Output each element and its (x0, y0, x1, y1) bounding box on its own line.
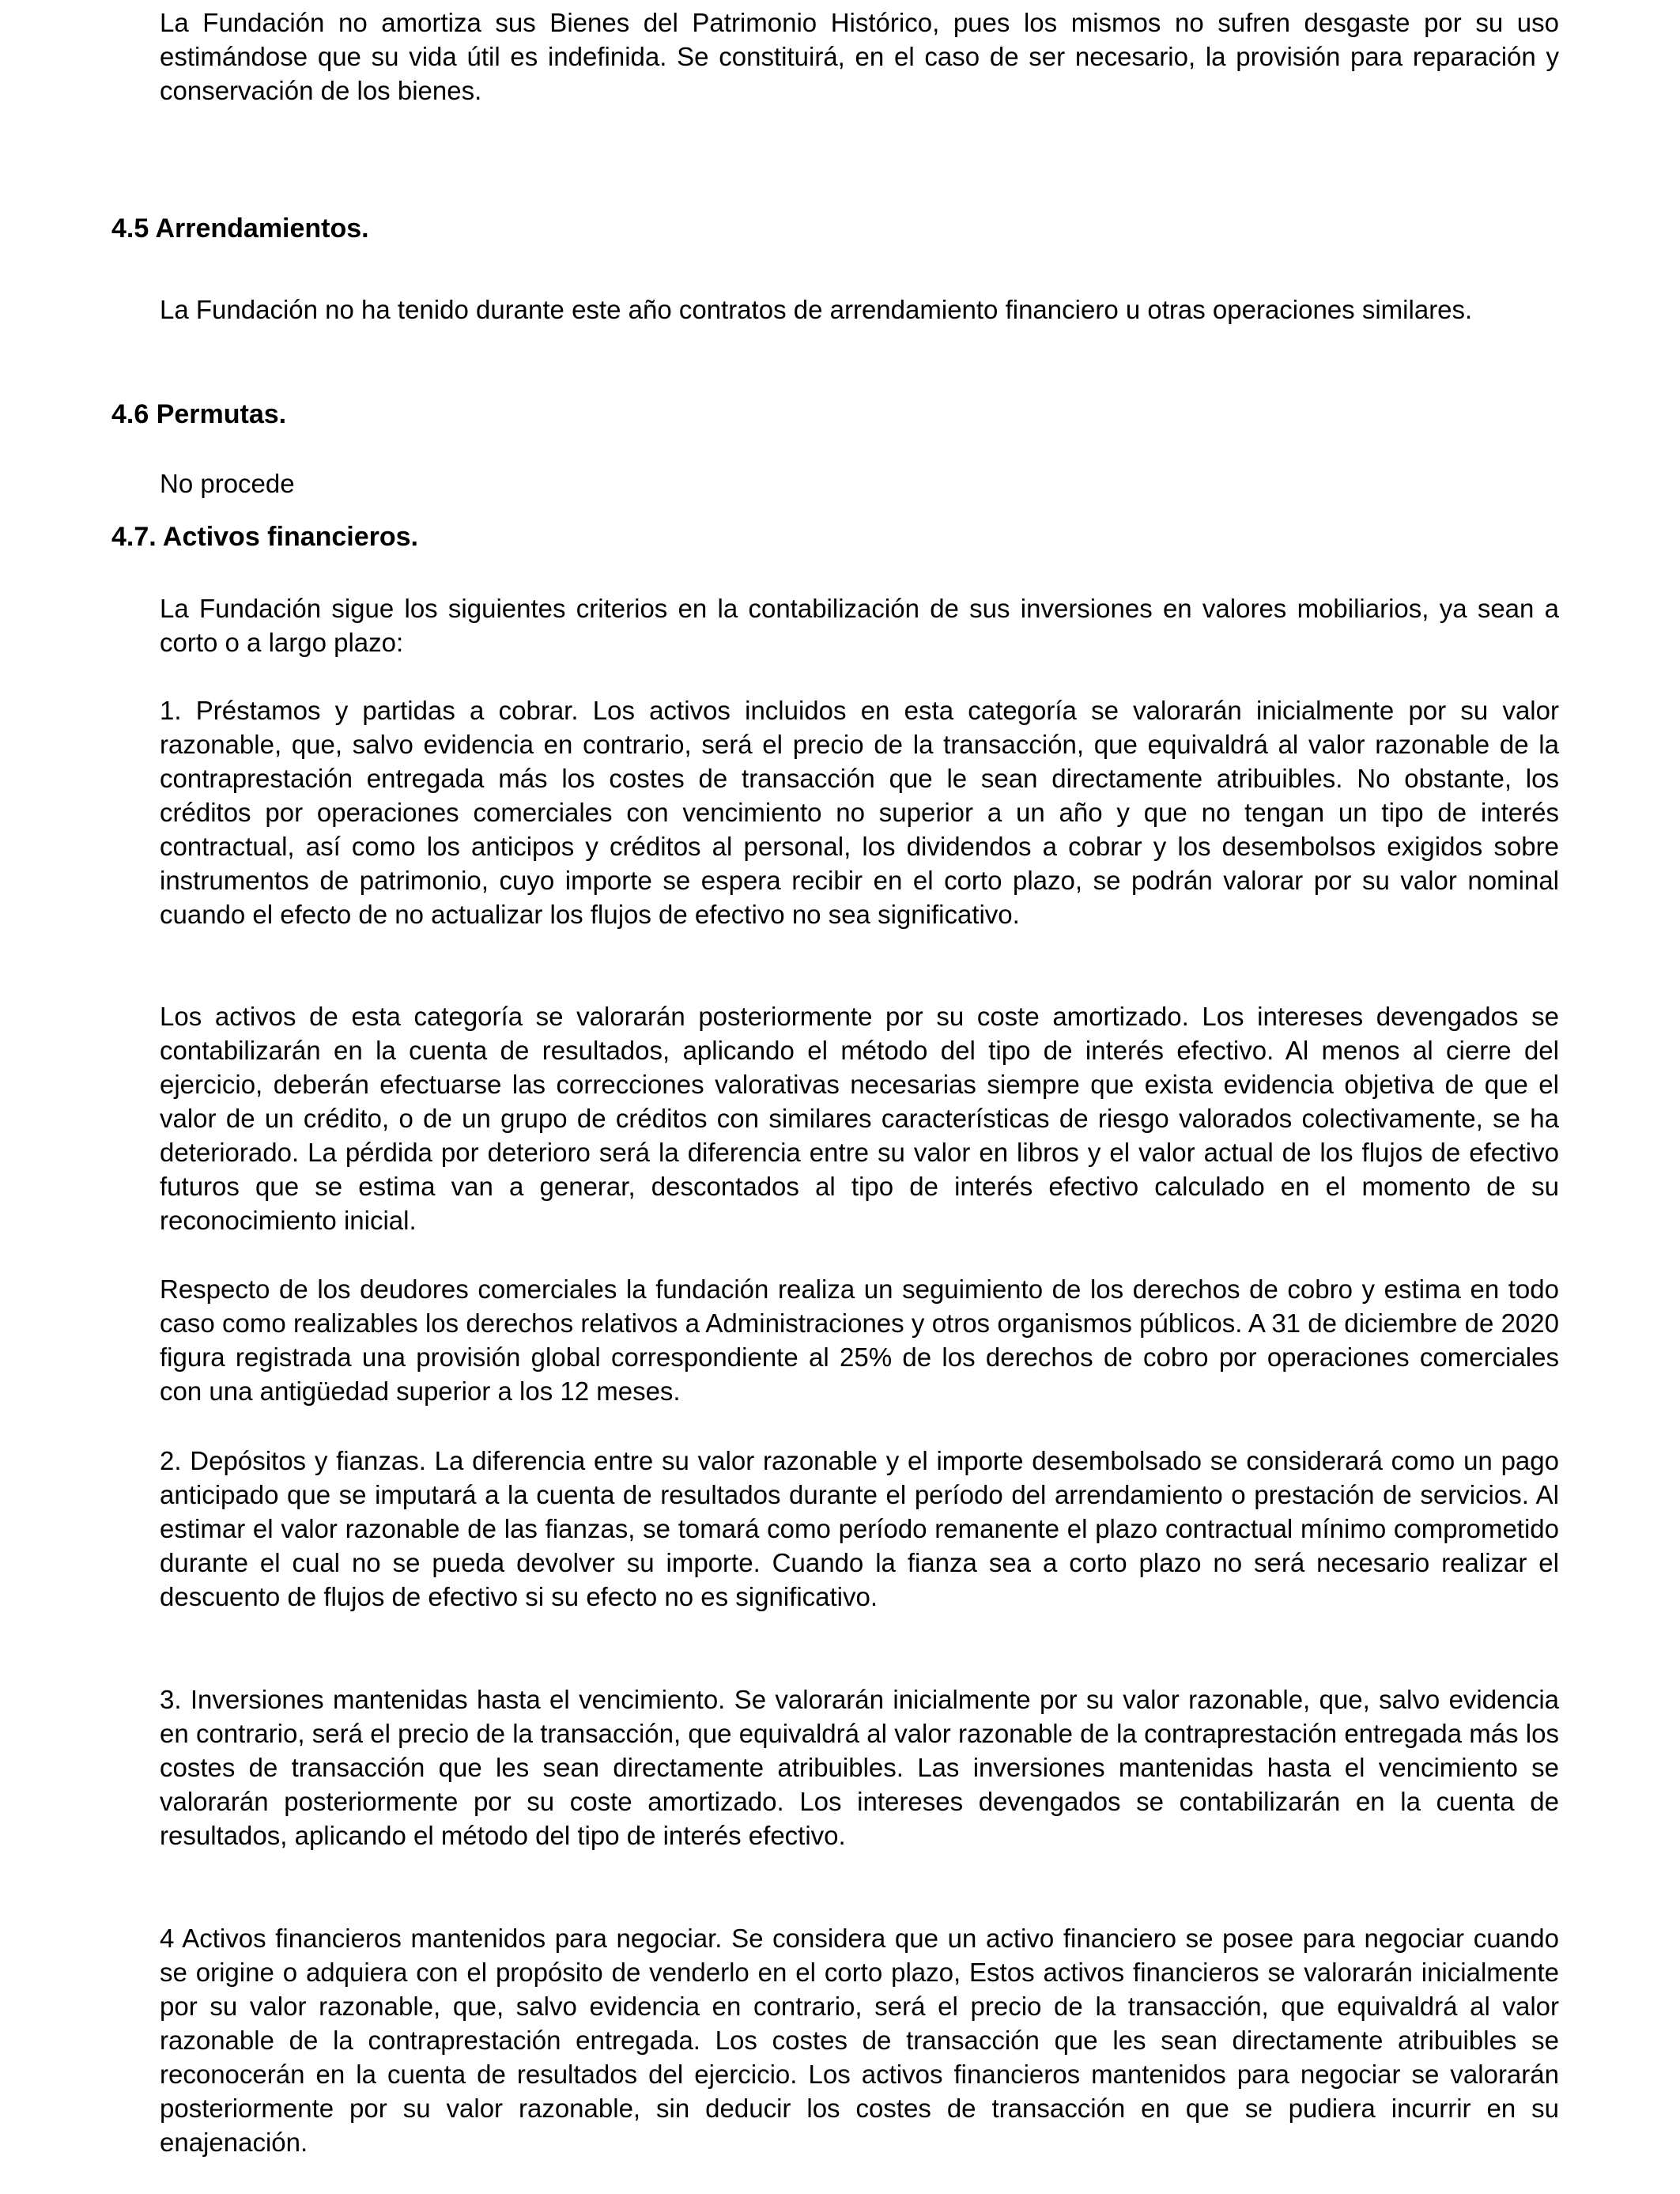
item-1-third-paragraph: Respecto de los deudores comerciales la fundación realiza un seguimiento de los derechos de cobro y estima en todo caso como realizables los derechos relativos a Administraciones y otros organismos públicos. A 31 de diciembre de 2020 figura registrada una provisión global correspondiente al 25% de los derechos de cobro por operaciones comerciales con una antigüedad superior a los 12 meses. (160, 1274, 1559, 1406)
section-4-5-body: La Fundación no ha tenido durante este año contratos de arrendamiento financiero u otras operaciones similares. (160, 295, 1473, 324)
item-1-second-paragraph: Los activos de esta categoría se valorarán posteriormente por su coste amortizado. Los intereses devengados se contabilizarán en la cuenta de resultados, aplicando el método del tipo de interés efectivo. Al menos al cierre del ejercicio, deberán efectuarse las correcciones valorativas necesarias siempre que exista evidencia objetiva de que el valor de un crédito, o de un grupo de créditos con similares características de riesgo valorados colectivamente, se ha deteriorado. La pérdida por deterioro será la diferencia entre su valor en libros y el valor actual de los flujos de efectivo futuros que se estima van a generar, descontados al tipo de interés efectivo calculado en el momento de su reconocimiento inicial. (160, 1002, 1559, 1235)
section-4-5-heading (111, 212, 369, 246)
section-number: 4.7. (111, 522, 157, 552)
section-title: Arrendamientos. (155, 213, 369, 244)
section-4-7-intro: La Fundación sigue los siguientes criterios en la contabilización de sus inversiones en valores mobiliarios, ya sean a corto o a largo plazo: (160, 594, 1559, 657)
item-3-paragraph: 3. Inversiones mantenidas hasta el vencimiento. Se valorarán inicialmente por su valor razonable, que, salvo evidencia en contrario, será el precio de la transacción, que equivaldrá al valor razonable de la contraprestación entregada más los costes de transacción que les sean directamente atribuibles. Las inversiones mantenidas hasta el vencimiento se valorarán posteriormente por su coste amortizado. Los intereses devengados se contabilizarán en la cuenta de resultados, aplicando el método del tipo de interés efectivo. (160, 1685, 1559, 1850)
item-4-paragraph: 4 Activos financieros mantenidos para negociar. Se considera que un activo financiero se posee para negociar cuando se origine o adquiera con el propósito de venderlo en el corto plazo, Estos activos financieros se valorarán inicialmente por su valor razonable, que, salvo evidencia en contrario, será el precio de la transacción, que equivaldrá al valor razonable de la contraprestación entregada. Los costes de transacción que les sean directamente atribuibles se reconocerán en la cuenta de resultados del ejercicio. Los activos financieros mantenidos para negociar se valorarán posteriormente por su valor razonable, sin deducir los costes de transacción en que se pudiera incurrir en su enajenación. (160, 1924, 1559, 2157)
section-4-6-heading (111, 398, 286, 432)
item-2-paragraph: 2. Depósitos y fianzas. La diferencia entre su valor razonable y el importe desembolsado se considerará como un pago anticipado que se imputará a la cuenta de resultados durante el período del arrendamiento o prestación de servicios. Al estimar el valor razonable de las fianzas, se tomará como período remanente el plazo contractual mínimo comprometido durante el cual no se pueda devolver su importe. Cuando la fianza sea a corto plazo no será necesario realizar el descuento de flujos de efectivo si su efecto no es significativo. (160, 1446, 1559, 1611)
item-1-paragraph: 1. Préstamos y partidas a cobrar. Los activos incluidos en esta categoría se valorarán inicialmente por su valor razonable, que, salvo evidencia en contrario, será el precio de la transacción, que equivaldrá al valor razonable de la contraprestación entregada más los costes de transacción que le sean directamente atribuibles. No obstante, los créditos por operaciones comerciales con vencimiento no superior a un año y que no tengan un tipo de interés contractual, así como los anticipos y créditos al personal, los dividendos a cobrar y los desembolsos exigidos sobre instrumentos de patrimonio, cuyo importe se espera recibir en el corto plazo, se podrán valorar por su valor nominal cuando el efecto de no actualizar los flujos de efectivo no sea significativo. (160, 696, 1559, 929)
section-number: 4.5 (111, 213, 149, 244)
section-4-7-heading (111, 520, 418, 554)
section-4-6-body: No procede (160, 469, 295, 498)
section-title: Permutas. (156, 399, 287, 429)
intro-paragraph: La Fundación no amortiza sus Bienes del Patrimonio Histórico, pues los mismos no sufren desgaste por su uso estimándose que su vida útil es indefinida. Se constituirá, en el caso de ser necesario, la provisión para reparación y conservación de los bienes. (160, 8, 1559, 105)
section-number: 4.6 (111, 399, 149, 429)
section-title: Activos financieros. (162, 522, 419, 552)
